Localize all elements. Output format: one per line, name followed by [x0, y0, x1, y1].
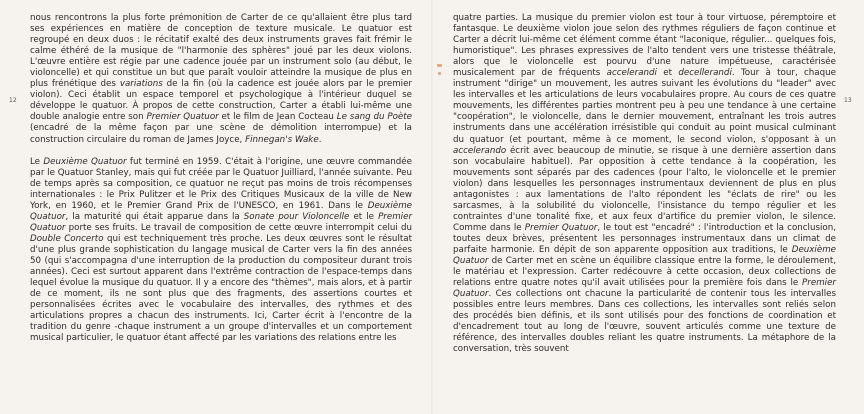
text-run: nous rencontrons la plus forte prémonition de Carter de ce qu'allaient être plus tard ses expériences en matière de conception de texture musicale. Le quatuor est regroupé en deux duos : le récitatif exalté des deux instruments graves fait frémir le calme éthéré de la musique de "l'harmonie des sphères" joué par les deux violons. L'œuvre entière est régie par une cadence jouée par un instrument solo (au début, le violoncelle) et qui constitue un but que paraît vouloir atteindre la musique de plus en plus frénétique des: [30, 13, 412, 90]
text-run: (encadré de la même façon par une scène de démolition interrompue) et la construction circulaire du roman de James Joyce,: [30, 123, 412, 145]
text-run: écrit avec beaucoup de minutie, se risque à une dernière assertion dans son vocabulaire habituel). Par opposition à cette tendance à la coopération, les mouvements sont séparés par des cadences (pour l'alto, le violoncelle et le premier violon) dans lesquelles les personnages instrumentaux deviennent de plus en plus antagonistes : aux lamentations de l'alto répondent les "éclats de rire" ou les sarcasmes, à la solubilité du violoncelle, l'insistance du tempo régulier et les contraintes d'une tonalité fixe, et aux feux d'artifice du premier violon, le silence. Comme dans le: [453, 145, 836, 233]
text-run: de la fin (où la cadence est jouée alors par le premier violon). Ceci établit un espace temporel et psychologique à l'intérieur duquel se développe le quatuor. À propos de cette construction, Carter a établi lui-même une double analogie entre son: [30, 79, 412, 123]
italic-text: Premier Quatuor: [30, 211, 413, 233]
italic-text: Premier Quatuor: [524, 222, 598, 233]
text-run: , la maturité qui était apparue dans la: [65, 211, 244, 222]
text-run: et le film de Jean Cocteau: [218, 112, 337, 123]
text-run: Le: [30, 156, 44, 167]
text-run: qui est techniquement très proche. Les deux œuvres sont le résultat d'une plus grande sophistication du langage musical de Carter vers la fin des années 50 (qui s'accompagna d'une interruption de la production du compositeur durant trois années). Ceci est surtout apparent dans l'extrême contraction de l'espace-temps dans lequel évolue la musique du quatuor. Il y a encore des "thèmes", mais alors, et à partir de ce moment, ils ne sont plus que des fragments, des assertions courtes et personnalisées écrites avec le vocabulaire des intervalles, des rythmes et des articulations propres a chacun des instruments. Ici, Carter écrit à l'encontre de la tradition du genre -chaque instrument a un groupe d'intervalles et un comportement musical particulier, le quatuor étant affecté par les variations des relations entre les: [30, 233, 412, 344]
page-fold: [431, 0, 433, 414]
italic-text: Deuxième Quatuor: [43, 156, 127, 167]
page-number-left: 12: [9, 97, 17, 104]
text-run: et le: [349, 211, 379, 222]
text-run: . Tour à tour, chaque instrument "dirige" un mouvement, les autres suivant les évolutions du "leader" avec les intervalles et les articulations de leurs vocabulaires propre. Au cours de ces quatre mouvements, les différentes parties montrent peu à peu une tendance à une certaine "coopération", le violoncelle, dans le dernier mouvement, entraînant les trois autres instruments dans une accélération irrésistible qui conduit au point musical culminant du quatuor (et pourtant, même à ce moment, le second violon, s'opposant à un: [453, 68, 837, 145]
italic-text: Deuxième Quatuor: [30, 200, 412, 222]
text-run: , le tout est "encadré" : l'introduction et la conclusion, toutes deux brèves, présentent les personnages instrumentaux dans un climat de parfaite harmonie. En dépit de son apparente opposition aux traditions, le: [453, 222, 836, 255]
paragraph: [453, 13, 836, 355]
italic-text: accelerando: [453, 145, 507, 156]
italic-text: accelerandi: [606, 68, 657, 79]
italic-text: Finnegan's Wake: [245, 134, 319, 145]
text-run: quatre parties. La musique du premier violon est tour à tour virtuose, péremptoire et fantasque. Le deuxième violon joue selon des rythmes réguliers de façon continue et Carter a décrit lui-même cet élément comme étant "laconique, régulier... quelques fois, humoristique". Les phrases expressives de l'alto tendent vers une tristesse théâtrale, alors que le violoncelle est pourvu d'une nature impétueuse, caractérisée musicalement par de fréquents: [453, 13, 836, 79]
text-run: .: [318, 134, 322, 145]
paragraph: [30, 13, 412, 146]
italic-text: Premier Quatuor: [453, 278, 836, 300]
text-run: . Ces collections ont chacune la particularité de contenir tous les intervalles possibles entre leurs membres. Dans ces collections, les intervalles sont reliés selon des procédés bien définis, et ils sont utilisés pour des fonctions de coordination et d'encadrement tout au long de l'œuvre, souvent articulés comme une texture de référence, des intervalles doubles reliant les quatre instruments. La métaphore de la conversation, très souvent: [453, 289, 836, 355]
left-text-column: [30, 13, 412, 344]
italic-text: Le sang du Poète: [336, 112, 413, 123]
margin-mark: [438, 72, 441, 75]
page-number-right: 13: [844, 97, 852, 104]
italic-text: decellerandi: [678, 68, 732, 79]
margin-mark: [437, 64, 442, 67]
italic-text: Deuxième Quatuor: [453, 244, 836, 267]
italic-text: Double Concerto: [30, 233, 104, 244]
text-run: fut terminé en 1959. C'était à l'origine, une œuvre commandée par le Quatuor Stanley, mais qui fut créée par le Quatuor Juilliard, l'année suivante. Peu de temps après sa composition, ce quatuor ne reçut pas moins de trois récompenses internationales : le Prix Pulitzer et le Prix des Critiques Musicaux de la ville de New York, en 1960, et le Premier Grand Prix de l'UNESCO, en 1961. Dans le: [30, 156, 412, 211]
italic-text: Premier Quatuor: [146, 112, 219, 123]
text-run: de Carter met en scène un équilibre classique entre la forme, le déroulement, le matériau et l'expression. Carter redécouvre à cette occasion, deux collections de relations entre quatre notes qu'il avait utilisées pour la première fois dans le: [453, 256, 836, 289]
italic-text: variations: [119, 79, 163, 90]
italic-text: Sonate pour Violoncelle: [243, 211, 350, 222]
text-run: porte ses fruits. Le travail de composition de cette œuvre interrompit celui du: [65, 222, 412, 233]
text-run: et: [656, 68, 679, 79]
right-text-column: [453, 13, 836, 355]
paragraph: [30, 157, 412, 345]
